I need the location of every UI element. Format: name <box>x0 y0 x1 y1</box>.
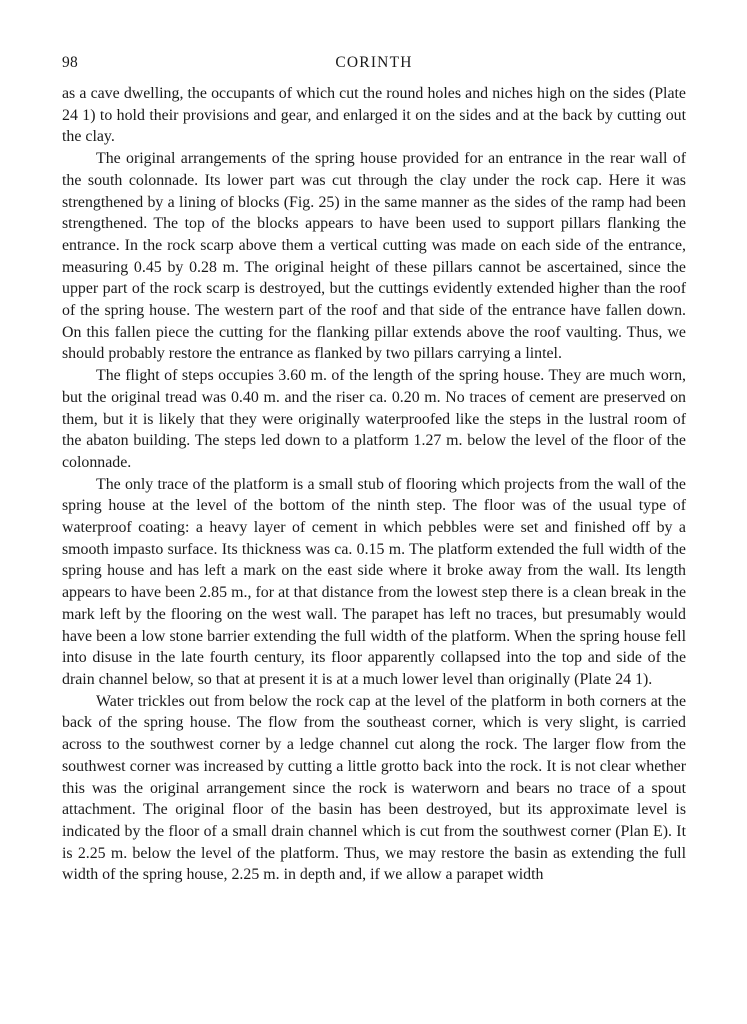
paragraph-continued: as a cave dwelling, the occupants of which cut the round holes and niches high on the sides (Plate 24 1) to hold their provisions and gear, and enlarged it on the sides and at the back by cutting out the clay. <box>62 85 686 146</box>
page-number: 98 <box>62 54 79 71</box>
running-title: CORINTH <box>335 54 413 71</box>
page <box>62 50 686 886</box>
paragraph-platform: The only trace of the platform is a small stub of flooring which projects from the wall of the spring house at the level of the bottom of the ninth step. The floor was of the usual type of waterproof coating: a heavy layer of cement in which pebbles were set and finished off by a smooth impasto surface. Its thickness was ca. 0.15 m. The platform extended the full width of the spring house and has left a mark on the east side where it broke away from the wall. Its length appears to have been 2.85 m., for at that distance from the lowest step there is a clean break in the mark left by the flooring on the west wall. The parapet has left no traces, but presumably would have been a low stone barrier extending the full width of the platform. When the spring house fell into disuse in the late fourth century, its floor apparently collapsed into the top and side of the drain channel below, so that at present it is at a much lower level than originally (Plate 24 1). <box>62 475 686 688</box>
body-text <box>62 83 686 886</box>
paragraph-entrance: The original arrangements of the spring house provided for an entrance in the rear wall of the south colonnade. Its lower part was cut through the clay under the rock cap. Here it was strengthened by a lining of blocks (Fig. 25) in the same manner as the sides of the ramp had been strengthened. The top of the blocks appears to have been used to support pillars flanking the entrance. In the rock scarp above them a vertical cutting was made on each side of the entrance, measuring 0.45 by 0.28 m. The original height of these pillars cannot be ascertained, since the upper part of the rock scarp is destroyed, but the cuttings evidently extended higher than the roof of the spring house. The western part of the roof and that side of the entrance have fallen down. On this fallen piece the cutting for the flanking pillar extends above the roof vaulting. Thus, we should probably restore the entrance as flanked by two pillars carrying a lintel. <box>62 150 686 363</box>
running-head <box>62 50 686 74</box>
paragraph-steps: The flight of steps occupies 3.60 m. of the length of the spring house. They are much worn, but the original tread was 0.40 m. and the riser ca. 0.20 m. No traces of cement are preserved on them, but it is likely that they were originally waterproofed like the steps in the lustral room of the abaton building. The steps led down to a platform 1.27 m. below the level of the floor of the colonnade. <box>62 367 686 471</box>
paragraph-water: Water trickles out from below the rock cap at the level of the platform in both corners at the back of the spring house. The flow from the southeast corner, which is very slight, is carried across to the southwest corner by a ledge channel cut along the rock. The larger flow from the southwest corner was increased by cutting a little grotto back into the rock. It is not clear whether this was the original arrangement since the rock is waterworn and bears no trace of a spout attachment. The original floor of the basin has been destroyed, but its approximate level is indicated by the floor of a small drain channel which is cut from the southwest corner (Plan E). It is 2.25 m. below the level of the platform. Thus, we may restore the basin as extending the full width of the spring house, 2.25 m. in depth and, if we allow a parapet width <box>62 692 686 884</box>
